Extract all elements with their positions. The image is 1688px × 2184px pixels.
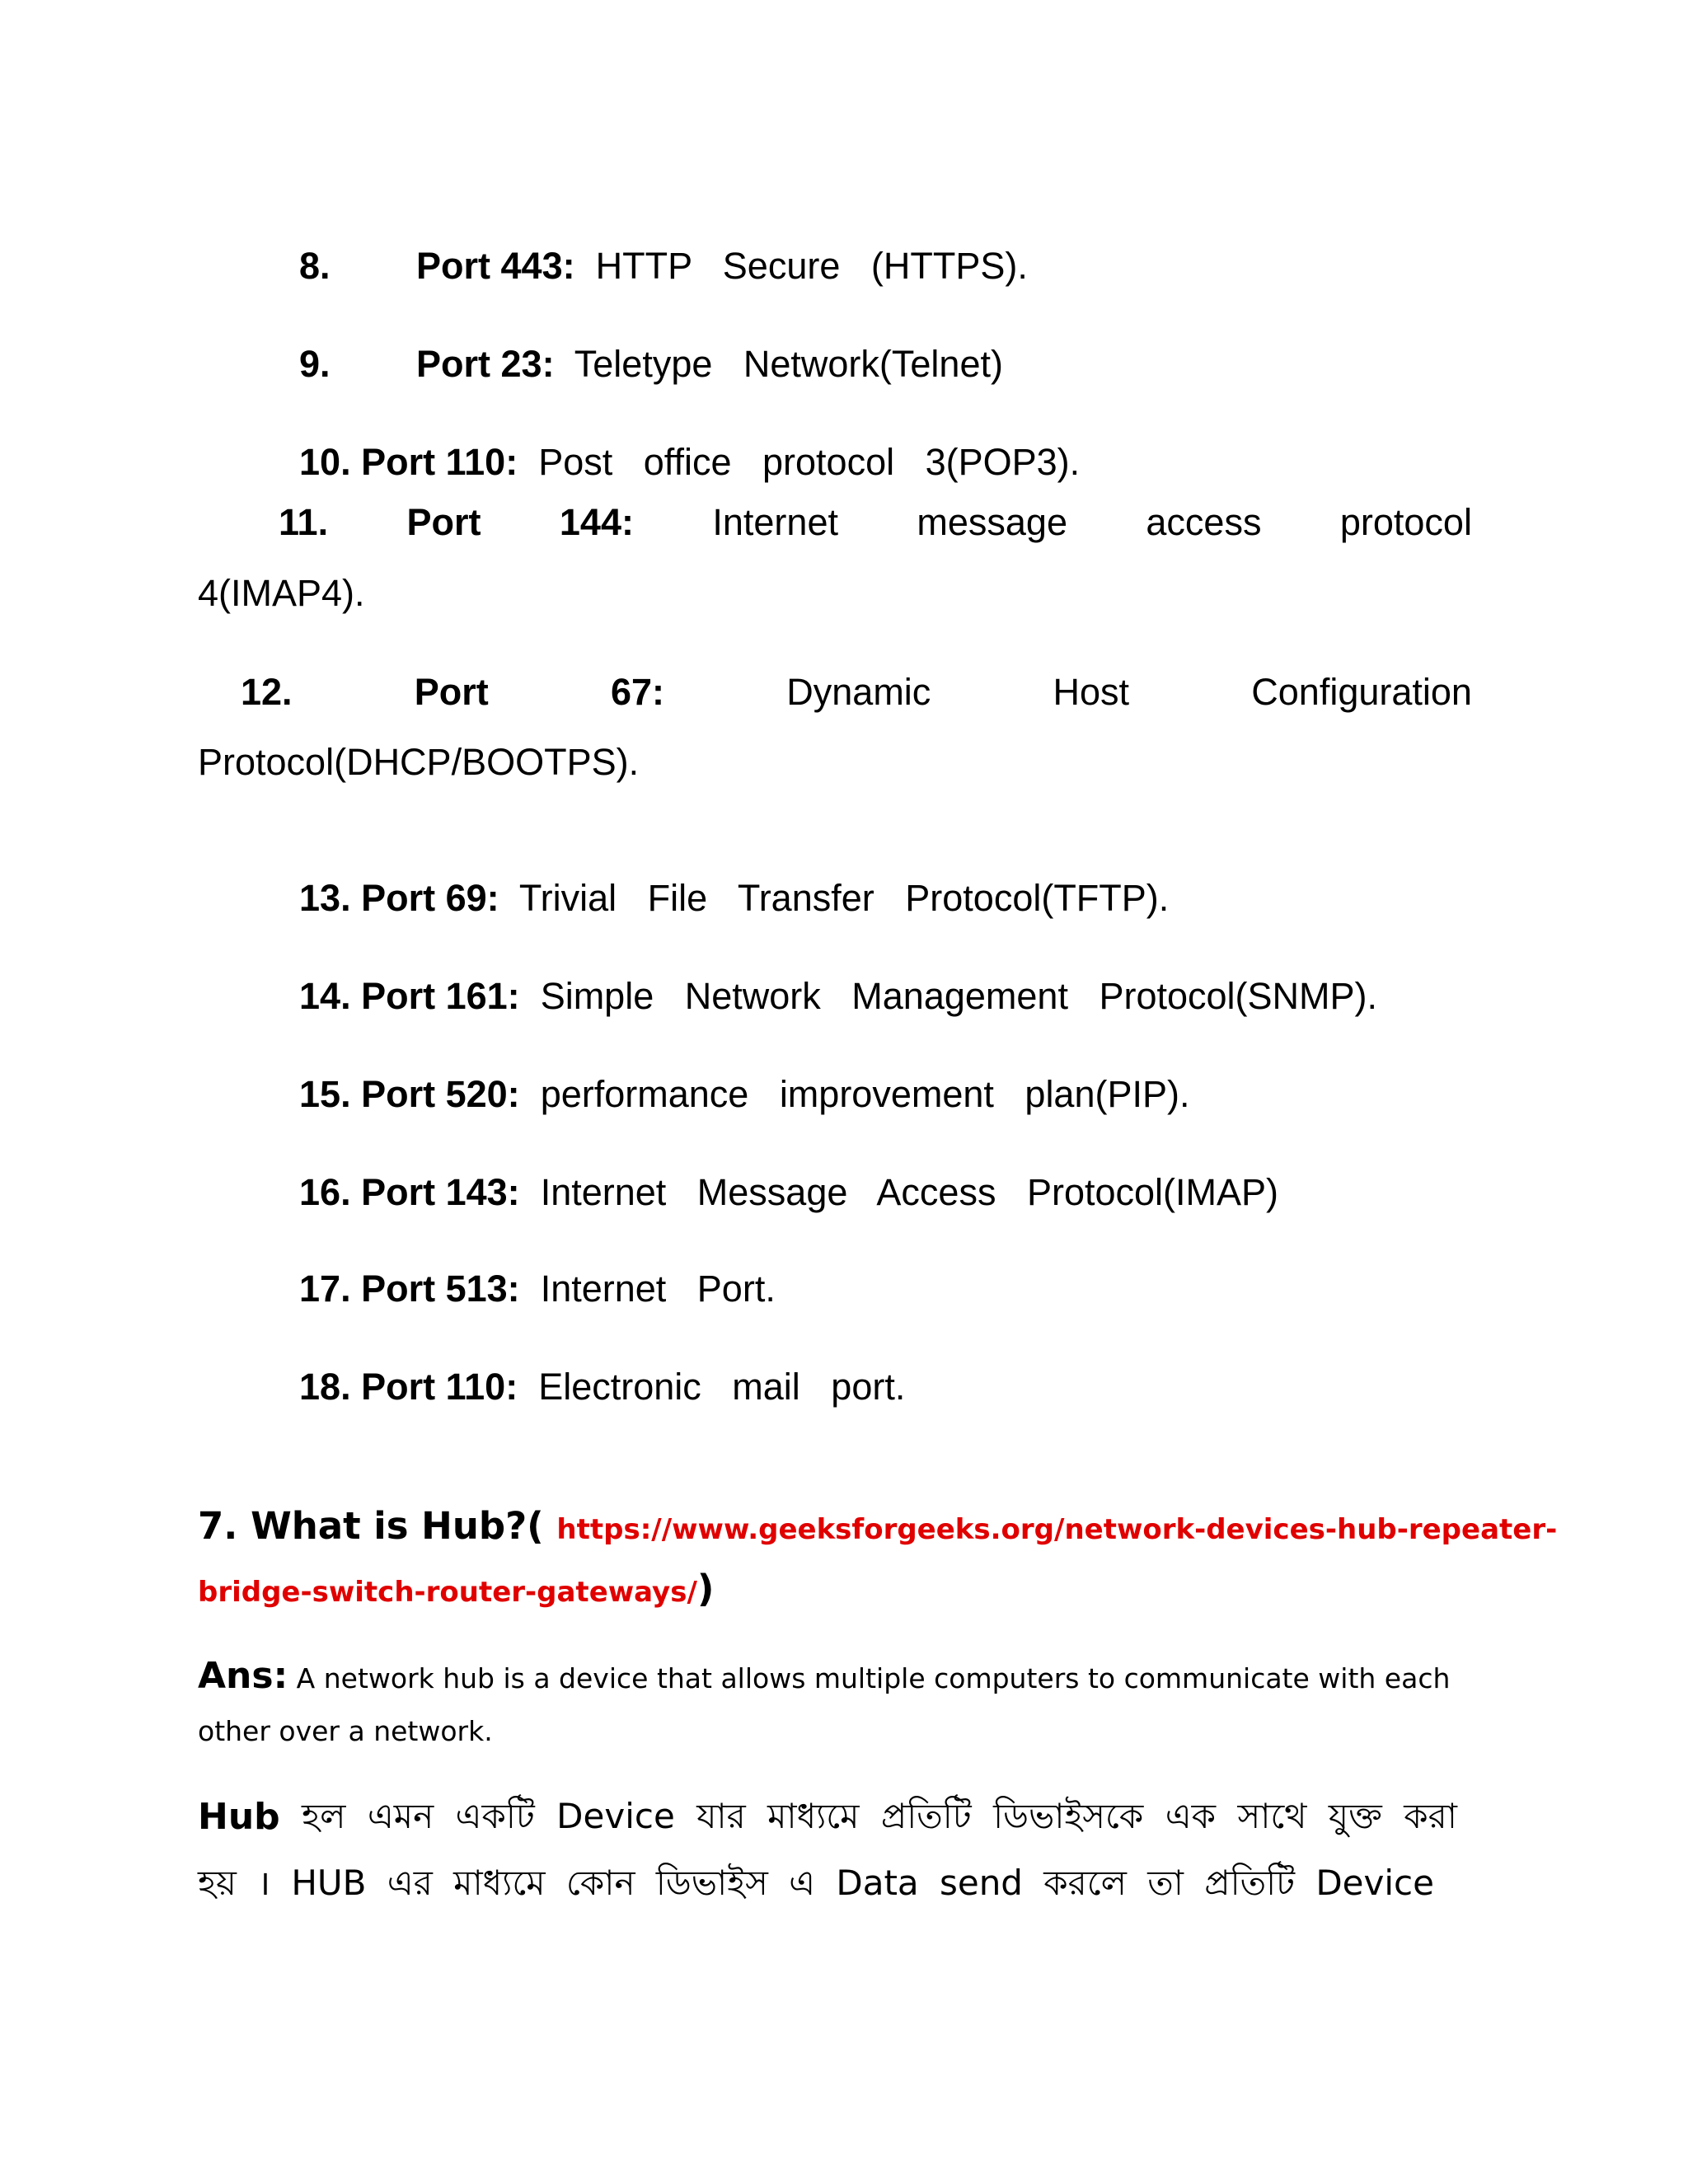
port-item-12 <box>241 671 1472 713</box>
bn-word: এমন <box>367 1796 434 1836</box>
bn-word: Hub <box>198 1796 280 1838</box>
port-description: Teletype Network(Telnet) <box>574 343 1003 385</box>
bn-word: একটি <box>455 1796 535 1836</box>
desc-word: Configuration <box>1251 671 1472 713</box>
port-label: Port 23: <box>416 343 555 385</box>
reference-link[interactable]: https://www.geeksforgeeks.org/network-devices-hub-repeater- <box>556 1513 1558 1546</box>
port-label: Port 520: <box>361 1073 520 1115</box>
bn-word: send <box>939 1863 1023 1903</box>
port-description: Simple Network Management Protocol(SNMP). <box>540 975 1378 1017</box>
port-word: Port <box>414 671 489 713</box>
port-description: performance improvement plan(PIP). <box>540 1073 1190 1115</box>
port-description: Internet Port. <box>540 1268 776 1310</box>
port-item-16 <box>279 1137 1278 1211</box>
item-number: 9. <box>299 343 331 385</box>
desc-word: Dynamic <box>786 671 931 713</box>
bengali-line-2 <box>198 1863 1434 1903</box>
bn-word: যুক্ত <box>1328 1796 1382 1836</box>
bn-word: প্রতিটি <box>880 1796 972 1836</box>
bn-word: । <box>257 1863 271 1903</box>
bn-word: সাথে <box>1237 1796 1307 1836</box>
bn-word: যার <box>696 1796 746 1836</box>
item-number: 16. <box>299 1171 351 1213</box>
port-label: Port 161: <box>361 975 520 1017</box>
bn-word: ডিভাইসকে <box>993 1796 1144 1836</box>
bn-word: তা <box>1147 1863 1184 1903</box>
answer-line-1 <box>198 1655 1451 1697</box>
port-label: Port 110: <box>361 441 518 483</box>
desc-word: Host <box>1053 671 1130 713</box>
bn-word: মাধ্যমে <box>767 1796 860 1836</box>
question-heading-line2 <box>198 1567 715 1610</box>
port-item-18 <box>279 1331 906 1408</box>
answer-line-2: other over a network. <box>198 1715 493 1747</box>
bn-word: HUB <box>291 1863 367 1903</box>
port-item-14 <box>279 940 1377 1015</box>
bn-word: Device <box>1315 1863 1434 1903</box>
question-title: 7. What is Hub?( <box>198 1504 544 1548</box>
port-label: Port 443: <box>416 245 575 287</box>
port-label: Port 143: <box>361 1171 520 1213</box>
port-description: Internet Message Access Protocol(IMAP) <box>540 1171 1279 1213</box>
bn-word: করা <box>1404 1796 1457 1836</box>
port-item-8 <box>279 210 1028 287</box>
desc-word: protocol <box>1339 501 1472 543</box>
item-number: 10. <box>299 441 351 483</box>
port-word: Port <box>406 501 481 543</box>
bn-word: প্রতিটি <box>1204 1863 1296 1903</box>
answer-text: A network hub is a device that allows multiple computers to communicate with each <box>288 1662 1451 1694</box>
port-item-10 <box>279 406 1081 483</box>
bn-word: এ <box>789 1863 816 1903</box>
bn-word: মাধ্যমে <box>453 1863 546 1903</box>
port-item-11 <box>279 501 1472 543</box>
port-item-13 <box>279 842 1170 919</box>
item-number: 18. <box>299 1366 351 1408</box>
answer-label: Ans: <box>198 1655 288 1697</box>
bn-word: ডিভাইস <box>655 1863 768 1903</box>
item-number: 8. <box>299 245 331 287</box>
port-label: Port 69: <box>361 877 499 919</box>
desc-word: Internet <box>712 501 838 543</box>
item-number: 15. <box>299 1073 351 1115</box>
bn-word: হল <box>302 1796 346 1836</box>
bn-word: এর <box>387 1863 433 1903</box>
port-item-9 <box>279 308 1003 385</box>
port-description: HTTP Secure (HTTPS). <box>595 245 1028 287</box>
port-item-12-continuation: Protocol(DHCP/BOOTPS). <box>198 741 640 783</box>
bengali-line-1 <box>198 1796 1457 1838</box>
port-description: Post office protocol 3(POP3). <box>538 441 1081 483</box>
port-description: Electronic mail port. <box>538 1366 906 1408</box>
bn-word: কোন <box>565 1863 635 1903</box>
port-item-15 <box>279 1038 1190 1113</box>
item-number: 13. <box>299 877 351 919</box>
item-number: 12. <box>241 671 293 713</box>
desc-word: access <box>1146 501 1262 543</box>
port-description: Trivial File Transfer Protocol(TFTP). <box>518 877 1170 919</box>
port-item-11-continuation: 4(IMAP4). <box>198 572 365 614</box>
item-number: 17. <box>299 1268 351 1310</box>
item-number: 11. <box>279 501 329 543</box>
port-label: Port 513: <box>361 1268 520 1310</box>
bn-word: Data <box>836 1863 919 1903</box>
port-number: 144: <box>559 501 634 543</box>
bn-word: করলে <box>1043 1863 1127 1903</box>
bn-word: হয় <box>198 1863 237 1903</box>
reference-link-continued[interactable]: bridge-switch-router-gateways/ <box>198 1576 697 1609</box>
bn-word: এক <box>1165 1796 1217 1836</box>
port-item-17 <box>279 1233 776 1310</box>
desc-word: message <box>917 501 1067 543</box>
closing-paren: ) <box>696 1567 715 1610</box>
port-label: Port 110: <box>361 1366 518 1408</box>
port-number: 67: <box>611 671 665 713</box>
question-heading <box>198 1504 1558 1548</box>
bn-word: Device <box>556 1796 675 1836</box>
item-number: 14. <box>299 975 351 1017</box>
